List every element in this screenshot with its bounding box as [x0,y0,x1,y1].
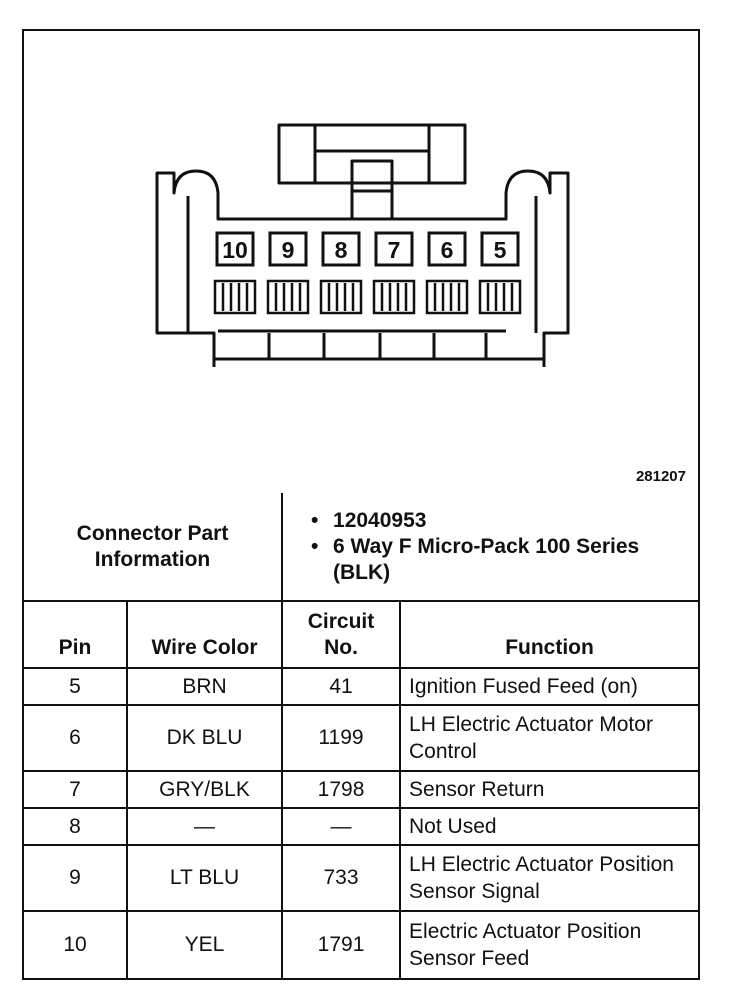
table-row [24,808,698,845]
function-cell: Not Used [400,808,698,845]
table-row [24,911,698,978]
pin-number-label: 8 [334,237,348,263]
function-cell: Ignition Fused Feed (on) [400,668,698,705]
terminal-cavity [215,281,255,313]
table-body [24,668,698,978]
wire-color-cell: — [127,808,282,845]
pin-cell: 9 [24,845,127,911]
function-cell: Electric Actuator Position Sensor Feed [400,911,698,978]
wire-color-cell: GRY/BLK [127,771,282,808]
connector-diagram [24,31,698,493]
wire-color-cell: DK BLU [127,705,282,771]
function-cell: LH Electric Actuator Motor Control [400,705,698,771]
connector-table [24,493,698,978]
header-wire-color: Wire Color [127,601,282,668]
wire-color-cell: BRN [127,668,282,705]
table-row [24,705,698,771]
connector-sheet [22,29,700,980]
table-row [24,771,698,808]
terminal-cavity [480,281,520,313]
table-header-row [24,601,698,668]
circuit-no-cell: — [282,808,400,845]
table-row [24,668,698,705]
pin-number-label: 5 [493,237,507,263]
pin-number-label: 9 [281,237,295,263]
terminal-cavity [427,281,467,313]
pin-cell: 8 [24,808,127,845]
pin-cell: 10 [24,911,127,978]
connector-info-values [282,493,698,601]
circuit-no-cell: 1791 [282,911,400,978]
connector-description: • 6 Way F Micro-Pack 100 Series (BLK) [311,534,640,584]
table-row [24,845,698,911]
circuit-no-cell: 1199 [282,705,400,771]
part-number: • 12040953 [311,508,427,532]
pin-number-label: 6 [440,237,454,263]
wire-color-cell: LT BLU [127,845,282,911]
connector-latch [279,125,465,183]
figure-id: 281207 [635,468,686,485]
pin-cell: 5 [24,668,127,705]
circuit-no-cell: 1798 [282,771,400,808]
pin-number-label: 7 [387,237,401,263]
connector-info-label: Connector Part Information [24,493,282,601]
pin-cell: 6 [24,705,127,771]
circuit-no-cell: 733 [282,845,400,911]
function-cell: Sensor Return [400,771,698,808]
header-pin: Pin [24,601,127,668]
header-circuit-no: Circuit No. [282,601,400,668]
pin-cell: 7 [24,771,127,808]
connector-drawing [24,31,698,493]
terminal-cavity [374,281,414,313]
terminal-cavity [268,281,308,313]
pin-number-label: 10 [222,237,248,263]
terminal-cavity [321,281,361,313]
wire-color-cell: YEL [127,911,282,978]
header-function: Function [400,601,698,668]
function-cell: LH Electric Actuator Position Sensor Signal [400,845,698,911]
connector-info-row [24,493,698,601]
circuit-no-cell: 41 [282,668,400,705]
